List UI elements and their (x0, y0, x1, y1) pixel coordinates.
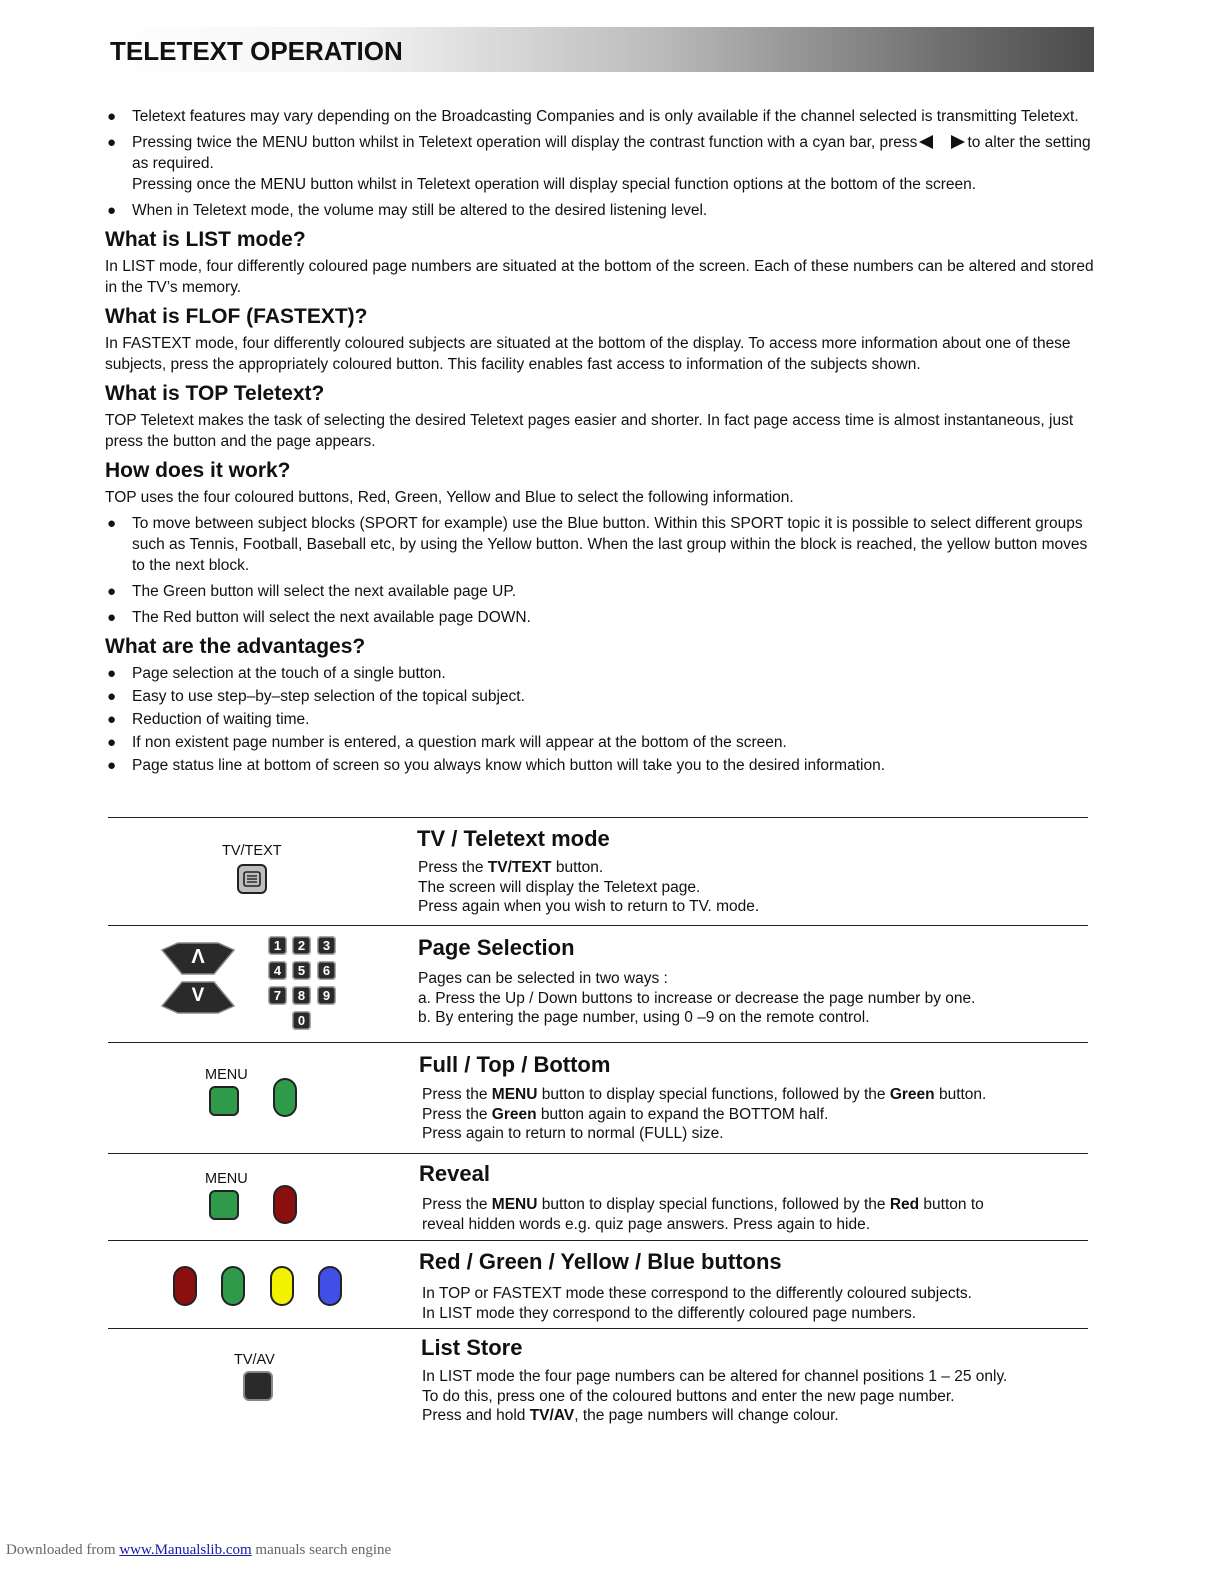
how-text: TOP uses the four coloured buttons, Red, Green, Yellow and Blue to select the following information. (105, 489, 794, 506)
tvtext-title: TV / Teletext mode (417, 826, 610, 851)
full-top-bottom-title: Full / Top / Bottom (419, 1052, 611, 1077)
list-mode-text: In LIST mode, four differently coloured page numbers are situated at the bottom of the screen. Each of these numbers can be altered and stored in the TV’s memory. (105, 258, 1094, 296)
bullet-text: Easy to use step–by–step selection of the topical subject. (132, 688, 525, 705)
manualslib-link[interactable]: www.Manualslib.com (119, 1542, 252, 1558)
red-button[interactable] (273, 1185, 297, 1224)
how-heading: How does it work? (105, 459, 291, 482)
divider (108, 1042, 1088, 1043)
list-item (105, 755, 1095, 776)
page-title: TELETEXT OPERATION (110, 36, 403, 66)
list-store-title: List Store (421, 1335, 523, 1360)
advantages-heading: What are the advantages? (105, 635, 366, 658)
bullet-text: The Red button will select the next available page DOWN. (132, 609, 531, 626)
key-4[interactable]: 4 (268, 961, 287, 980)
divider (108, 1153, 1088, 1154)
bullet-icon: ● (107, 202, 117, 219)
tvtext-description: Press the TV/TEXT button. The screen will display the Teletext page. Press again when you wish to return to TV. mode. (418, 859, 760, 915)
green-button[interactable] (221, 1266, 245, 1306)
tvtext-label: TV/TEXT (222, 843, 282, 859)
key-8[interactable]: 8 (292, 986, 311, 1005)
list-item (105, 663, 1095, 684)
bullet-text: When in Teletext mode, the volume may still be altered to the desired listening level. (132, 202, 708, 219)
bullet-text: Reduction of waiting time. (132, 711, 310, 728)
bullet-text: Pressing once the MENU button whilst in Teletext operation will display special function options at the bottom of the screen. (132, 176, 977, 193)
list-item (105, 732, 1095, 753)
bullet-text: To move between subject blocks (SPORT for example) use the Blue button. Within this SPORT topic it is possible to select different groups such as Tennis, Football, Baseball etc, by using the Yellow button. When the last group within the block is reached, the yellow button moves to the next block. (132, 515, 1088, 574)
key-9[interactable]: 9 (317, 986, 336, 1005)
divider (108, 925, 1088, 926)
menu-button[interactable] (209, 1086, 239, 1116)
bullet-icon: ● (107, 583, 117, 600)
colour-buttons-description: In TOP or FASTEXT mode these correspond to the differently coloured subjects. In LIST mode they correspond to the differently coloured page numbers. (422, 1285, 972, 1322)
bullet-text: Page selection at the touch of a single button. (132, 665, 446, 682)
list-item (105, 709, 1095, 730)
reveal-title: Reveal (419, 1161, 490, 1186)
divider (108, 1328, 1088, 1329)
flof-heading: What is FLOF (FASTEXT)? (105, 305, 368, 328)
bullet-icon: ● (107, 711, 117, 728)
reveal-description: Press the MENU button to display special functions, followed by the Red button to reveal hidden words e.g. quiz page answers. Press again to hide. (422, 1196, 984, 1233)
bullet-icon: ● (107, 108, 117, 125)
key-2[interactable]: 2 (292, 936, 311, 955)
list-mode-heading: What is LIST mode? (105, 228, 306, 251)
list-item (105, 106, 1095, 127)
teletext-icon (239, 866, 265, 892)
bullet-icon: ● (107, 515, 117, 532)
blue-button[interactable] (318, 1266, 342, 1306)
key-0[interactable]: 0 (292, 1011, 311, 1030)
yellow-button[interactable] (270, 1266, 294, 1306)
bullet-icon: ● (107, 609, 117, 626)
list-item (105, 132, 1095, 195)
key-3[interactable]: 3 (317, 936, 336, 955)
list-store-description: In LIST mode the four page numbers can be altered for channel positions 1 – 25 only. To do this, press one of the coloured buttons and enter the new page number. Press and hold TV/AV, the page numbers will change colour. (422, 1368, 1008, 1424)
top-heading: What is TOP Teletext? (105, 382, 325, 405)
divider (108, 1240, 1088, 1241)
up-arrow-icon: Λ (191, 946, 205, 968)
full-top-bottom-description: Press the MENU button to display special functions, followed by the Green button. Press the Green button again to expand the BOTTOM half. Press again to return to normal (FULL) size. (422, 1086, 987, 1142)
page-selection-description: Pages can be selected in two ways : a. Press the Up / Down buttons to increase or decrease the page number by one. b. By entering the page number, using 0 –9 on the remote control. (418, 970, 976, 1026)
tvav-label: TV/AV (234, 1352, 275, 1368)
bullet-icon: ● (107, 757, 117, 774)
green-button[interactable] (273, 1078, 297, 1117)
bullet-icon: ● (107, 665, 117, 682)
bullet-icon: ● (107, 134, 117, 151)
right-arrow-icon (951, 135, 965, 149)
list-item (105, 686, 1095, 707)
key-5[interactable]: 5 (292, 961, 311, 980)
list-item (105, 581, 1095, 602)
down-arrow-icon: V (191, 985, 205, 1006)
red-button[interactable] (173, 1266, 197, 1306)
menu-label: MENU (205, 1171, 248, 1187)
list-item (105, 607, 1095, 628)
page-selection-title: Page Selection (418, 935, 575, 960)
bullet-text: Page status line at bottom of screen so you always know which button will take you to the desired information. (132, 757, 886, 774)
flof-text: In FASTEXT mode, four differently coloured subjects are situated at the bottom of the display. To access more information about one of these subjects, press the appropriately coloured button. This facility enables fast access to information of the subjects shown. (105, 335, 1071, 373)
footer: Downloaded from www.Manualslib.com manuals search engine (6, 1542, 392, 1558)
tvav-button[interactable] (243, 1371, 273, 1401)
left-arrow-icon (919, 135, 933, 149)
main-content (105, 106, 1095, 778)
tvtext-button[interactable] (237, 864, 267, 894)
section-header (106, 27, 1094, 72)
bullet-text: If non existent page number is entered, a question mark will appear at the bottom of the screen. (132, 734, 787, 751)
list-item (105, 200, 1095, 221)
divider (108, 817, 1088, 818)
menu-label: MENU (205, 1067, 248, 1083)
bullet-icon: ● (107, 734, 117, 751)
menu-button[interactable] (209, 1190, 239, 1220)
key-1[interactable]: 1 (268, 936, 287, 955)
key-7[interactable]: 7 (268, 986, 287, 1005)
colour-buttons-title: Red / Green / Yellow / Blue buttons (419, 1249, 782, 1274)
list-item (105, 513, 1095, 576)
bullet-text: Teletext features may vary depending on the Broadcasting Companies and is only available if the channel selected is transmitting Teletext. (132, 108, 1079, 125)
key-6[interactable]: 6 (317, 961, 336, 980)
top-text: TOP Teletext makes the task of selecting the desired Teletext pages easier and shorter. In fact page access time is almost instantaneous, just press the button and the page appears. (105, 412, 1074, 450)
bullet-text: The Green button will select the next available page UP. (132, 583, 517, 600)
bullet-icon: ● (107, 688, 117, 705)
bullet-text: Pressing twice the MENU button whilst in Teletext operation will display the contrast function with a cyan bar, press to alter the setting as required. (132, 134, 1091, 172)
